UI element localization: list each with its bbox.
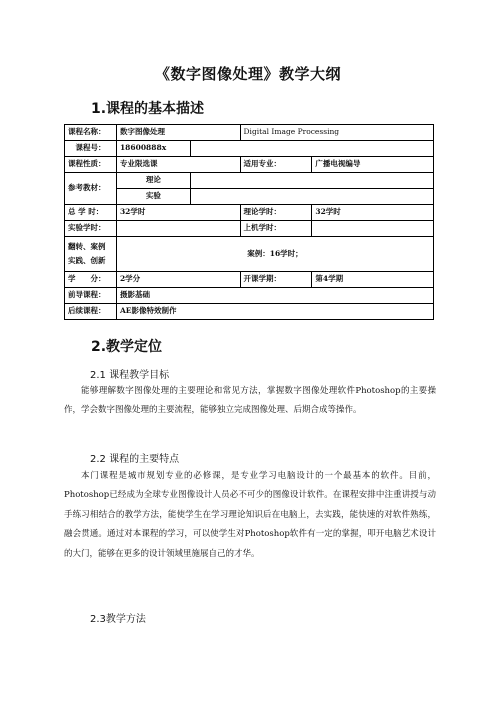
table-cell-value: AE影像特效制作 xyxy=(116,304,433,320)
table-cell-label: 总 学 时： xyxy=(65,205,117,221)
subheading-teaching-objective: 2.1 课程教学目标 xyxy=(90,370,170,381)
table-cell-label: 实验学时： xyxy=(65,221,117,237)
subheading-course-features: 2.2 课程的主要特点 xyxy=(90,454,180,465)
table-cell-label: 参考教材： xyxy=(65,173,117,205)
table-cell-label: 后续课程： xyxy=(65,304,117,320)
table-cell-empty xyxy=(190,189,433,205)
section-heading-positioning: 2.教学定位 xyxy=(91,339,163,355)
paragraph-teaching-objective: 能够理解数字图像处理的主要理论和常见方法，掌握数字图像处理软件Photoshop的主要操作，学会数字图像处理的主要流程，能够独立完成图像处理、后期合成等操作。 xyxy=(64,386,436,416)
table-cell-value: Digital Image Processing xyxy=(240,125,433,141)
table-row xyxy=(65,173,434,189)
table-row xyxy=(65,157,434,173)
table-cell-value: 2学分 xyxy=(116,272,240,288)
table-cell-value: 广播电视编导 xyxy=(312,157,434,173)
table-cell-label: 适用专业： xyxy=(240,157,312,173)
course-info-table xyxy=(64,124,434,320)
table-cell-empty xyxy=(312,221,434,237)
table-row xyxy=(65,237,434,272)
table-cell-value: 专业限选课 xyxy=(116,157,240,173)
table-cell-label: 课程名称： xyxy=(65,125,117,141)
table-cell-label: 前导课程： xyxy=(65,288,117,304)
table-cell-value: 摄影基础 xyxy=(116,288,433,304)
table-cell-value: 18600888x xyxy=(116,141,190,157)
table-row xyxy=(65,272,434,288)
table-row xyxy=(65,304,434,320)
table-cell-value: 第4学期 xyxy=(312,272,434,288)
paragraph-course-features: 本门课程是城市规划专业的必修课，是专业学习电脑设计的一个最基本的软件。目前，Photoshop已经成为全球专业图像设计人员必不可少的图像设计软件。在课程安排中注重讲授与动手练习相结合的教学方法，能使学生在学习理论知识后在电脑上，去实践，能快速的对软件熟练，融会贯通。通过对本课程的学习，可以使学生对Photoshop软件有一定的掌握，叩开电脑艺术设计的大门，能够在更多的设计领域里施展自己的才华。 xyxy=(64,471,436,559)
section-heading-basic-description: 1.课程的基本描述 xyxy=(91,101,205,117)
table-cell-label: 学 分： xyxy=(65,272,117,288)
table-row xyxy=(65,288,434,304)
table-cell-label: 实验 xyxy=(116,189,190,205)
table-cell-empty xyxy=(116,221,240,237)
table-cell-label: 上机学时： xyxy=(240,221,312,237)
table-cell-label xyxy=(65,237,117,272)
table-row xyxy=(65,221,434,237)
table-cell-label: 开课学期： xyxy=(240,272,312,288)
flip-label-line-1: 翻转、案例 xyxy=(68,241,106,251)
table-cell-label: 理论 xyxy=(116,173,190,189)
table-cell-label: 课程号： xyxy=(65,141,117,157)
table-row xyxy=(65,189,434,205)
table-cell-value: 32学时 xyxy=(116,205,240,221)
table-cell-value: 案例：16学时； xyxy=(116,237,433,272)
table-cell-label: 理论学时： xyxy=(240,205,312,221)
table-cell-value: 数字图像处理 xyxy=(116,125,240,141)
document-title: 《数字图像处理》教学大纲 xyxy=(154,65,341,83)
subheading-teaching-methods: 2.3教学方法 xyxy=(90,614,146,625)
table-row xyxy=(65,141,434,157)
flip-label-line-2: 实践、创新 xyxy=(68,256,106,265)
table-row xyxy=(65,125,434,141)
table-cell-value: 32学时 xyxy=(312,205,434,221)
table-cell-empty xyxy=(190,173,433,189)
table-cell-label: 课程性质： xyxy=(65,157,117,173)
table-cell-empty xyxy=(190,141,433,157)
table-row xyxy=(65,205,434,221)
